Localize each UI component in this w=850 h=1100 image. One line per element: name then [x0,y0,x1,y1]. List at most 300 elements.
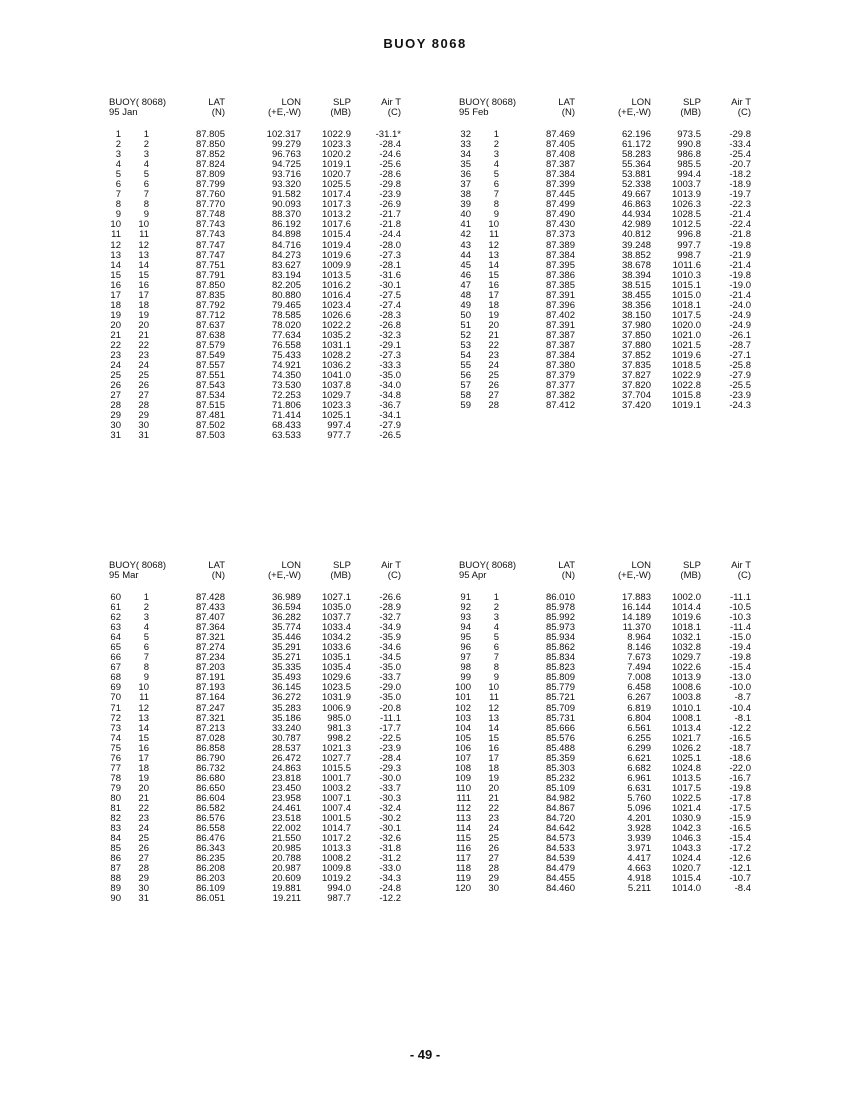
cell-record-number: 65 [110,642,121,654]
cell-lat: 85.862 [545,642,575,654]
header-lat: LAT [558,560,575,571]
cell-lat: 87.637 [195,319,225,331]
table-row [109,251,409,261]
cell-record-number: 71 [110,702,121,714]
cell-day: 9 [493,209,499,221]
cell-day: 22 [138,339,149,351]
cell-lon: 6.804 [627,712,651,724]
table-row [455,823,759,835]
cell-record-number: 40 [460,209,471,221]
table-row [109,381,409,391]
cell-slp: 1013.9 [671,189,701,201]
cell-record-number: 29 [110,410,121,422]
cell-record-number: 119 [455,873,471,885]
cell-air-temp: -32.6 [379,833,401,845]
cell-slp: 1031.1 [321,339,351,351]
cell-air-temp: -18.7 [729,742,751,754]
cell-air-temp: -27.1 [729,350,751,362]
cell-slp: 1008.2 [321,853,351,865]
cell-record-number: 100 [455,682,471,694]
cell-lat: 87.399 [545,179,575,191]
cell-lon: 4.417 [627,853,651,865]
cell-slp: 1022.8 [671,380,701,392]
cell-day: 30 [138,420,149,432]
cell-slp: 1012.5 [671,219,701,231]
cell-day: 12 [488,702,499,714]
cell-lat: 85.488 [545,742,575,754]
cell-day: 10 [138,682,149,694]
cell-lon: 58.283 [621,149,651,161]
table-row [109,884,409,894]
cell-day: 4 [143,159,149,171]
cell-lat: 87.549 [195,350,225,362]
table-row [455,682,759,694]
table-row [459,241,759,251]
cell-air-temp: -31.2 [379,853,401,865]
cell-lat: 87.433 [195,602,225,614]
header-slp: SLP [333,97,351,108]
cell-air-temp: -24.3 [729,400,751,412]
cell-air-temp: -31.1* [375,129,401,140]
cell-lon: 22.002 [271,823,301,835]
cell-record-number: 105 [455,732,471,744]
cell-lon: 7.494 [627,662,651,674]
header-buoy: BUOY( 8068) [459,560,517,571]
cell-lat: 87.850 [195,139,225,151]
cell-record-number: 112 [455,802,471,814]
table-row [109,230,409,240]
table-row [109,643,409,653]
cell-slp: 1010.1 [671,702,701,714]
cell-lat: 85.834 [545,652,575,664]
cell-lat: 86.208 [195,863,225,875]
cell-lat: 87.712 [195,309,225,321]
cell-day: 16 [138,279,149,291]
cell-air-temp: -12.2 [379,893,401,905]
cell-lat: 84.720 [545,813,575,825]
cell-record-number: 80 [110,792,121,804]
cell-lon: 93.716 [271,169,301,181]
cell-slp: 1020.0 [671,319,701,331]
table-row [459,341,759,351]
header-slp-unit: (MB) [330,107,351,118]
cell-air-temp: -35.0 [379,370,401,382]
cell-lat: 86.576 [195,813,225,825]
cell-day: 7 [143,189,149,201]
cell-slp: 1001.7 [321,772,351,784]
cell-lon: 38.356 [621,299,651,311]
cell-slp: 1017.5 [671,309,701,321]
cell-lat: 86.858 [195,742,225,754]
cell-lon: 62.196 [621,129,651,140]
cell-air-temp: -35.9 [379,632,401,644]
cell-slp: 1035.4 [321,662,351,674]
cell-lat: 86.558 [195,823,225,835]
table-row [109,623,409,633]
cell-lat: 87.502 [195,420,225,432]
cell-lon: 44.934 [621,209,651,221]
table-row [455,883,759,895]
cell-lat: 84.539 [545,853,575,865]
table-mar [109,561,409,904]
cell-slp: 1013.2 [321,209,351,221]
cell-lon: 23.450 [271,782,301,794]
cell-lat: 86.051 [195,893,225,905]
cell-record-number: 37 [460,179,471,191]
cell-slp: 1010.3 [671,269,701,281]
table-row [109,291,409,301]
table-row [109,754,409,764]
cell-day: 7 [493,652,499,664]
cell-day: 16 [488,279,499,291]
cell-slp: 997.7 [677,239,701,251]
cell-lat: 86.343 [195,843,225,855]
table-body [459,130,759,411]
cell-lat: 87.743 [195,219,225,231]
table-apr [455,560,759,895]
cell-lon: 38.515 [621,279,651,291]
cell-record-number: 10 [110,219,121,231]
cell-lon: 37.880 [621,339,651,351]
cell-air-temp: -33.4 [729,139,751,151]
cell-lon: 99.279 [271,139,301,151]
cell-record-number: 2 [115,139,121,151]
header-slp-unit: (MB) [330,570,351,581]
cell-air-temp: -31.6 [379,269,401,281]
header-slp-unit: (MB) [680,570,701,581]
cell-air-temp: -21.4 [729,259,751,271]
cell-slp: 1019.6 [321,249,351,261]
cell-record-number: 75 [110,742,121,754]
cell-record-number: 76 [110,752,121,764]
cell-air-temp: -19.4 [729,642,751,654]
cell-lat: 85.809 [545,672,575,684]
cell-air-temp: -20.8 [379,702,401,714]
cell-day: 20 [488,782,499,794]
cell-lon: 38.678 [621,259,651,271]
header-lat-unit: (N) [561,107,575,118]
cell-lat: 86.680 [195,772,225,784]
cell-day: 29 [138,873,149,885]
cell-lat: 87.534 [195,390,225,402]
cell-day: 26 [488,843,499,855]
cell-lon: 37.820 [621,380,651,392]
cell-record-number: 30 [110,420,121,432]
cell-lat: 87.405 [545,139,575,151]
cell-day: 25 [488,370,499,382]
header-air-temp: Air T [381,560,401,571]
header-lat: LAT [558,97,575,108]
cell-lon: 37.827 [621,370,651,382]
cell-lon: 78.020 [271,319,301,331]
cell-lon: 53.881 [621,169,651,181]
cell-lon: 72.253 [271,390,301,402]
cell-record-number: 33 [460,139,471,151]
cell-air-temp: -28.0 [379,239,401,251]
table-row [109,633,409,643]
cell-air-temp: -34.0 [379,380,401,392]
cell-air-temp: -27.9 [379,420,401,432]
cell-record-number: 104 [455,722,471,734]
cell-lon: 84.273 [271,249,301,261]
cell-lon: 84.716 [271,239,301,251]
table-header [109,561,409,585]
table-row [455,802,759,814]
cell-day: 12 [488,239,499,251]
cell-lat: 86.203 [195,873,225,885]
cell-day: 4 [493,159,499,171]
cell-air-temp: -31.8 [379,843,401,855]
cell-record-number: 117 [455,853,471,865]
cell-day: 20 [138,782,149,794]
cell-day: 5 [493,632,499,644]
cell-lat: 87.382 [545,390,575,402]
table-row [109,653,409,663]
cell-lon: 6.631 [627,782,651,794]
table-row [459,160,759,170]
cell-air-temp: -28.6 [379,169,401,181]
cell-day: 23 [488,813,499,825]
cell-slp: 1035.0 [321,602,351,614]
table-row [109,150,409,160]
cell-day: 31 [138,893,149,905]
cell-lat: 87.193 [195,682,225,694]
cell-day: 17 [488,752,499,764]
cell-slp: 1025.1 [321,410,351,422]
cell-slp: 986.8 [677,149,701,161]
cell-lon: 35.291 [271,642,301,654]
cell-day: 19 [138,309,149,321]
cell-slp: 1041.0 [321,370,351,382]
cell-record-number: 23 [110,350,121,362]
cell-slp: 973.5 [677,129,701,140]
cell-day: 25 [138,370,149,382]
cell-lon: 17.883 [621,592,651,603]
cell-slp: 1003.2 [321,782,351,794]
cell-lon: 37.704 [621,390,651,402]
cell-record-number: 103 [455,712,471,724]
cell-slp: 1016.4 [321,289,351,301]
cell-lon: 6.621 [627,752,651,764]
table-row [109,704,409,714]
cell-slp: 1033.4 [321,622,351,634]
cell-slp: 997.4 [327,420,351,432]
header-lon-unit: (+E,-W) [618,107,651,118]
cell-day: 13 [138,249,149,261]
cell-lon: 16.144 [621,602,651,614]
cell-air-temp: -19.8 [729,269,751,281]
cell-lon: 55.364 [621,159,651,171]
cell-record-number: 57 [460,380,471,392]
cell-air-temp: -8.4 [734,883,751,895]
table-row [109,371,409,381]
cell-air-temp: -30.1 [379,279,401,291]
cell-day: 28 [488,400,499,412]
cell-slp: 1019.4 [321,239,351,251]
table-row [109,331,409,341]
cell-lon: 6.682 [627,762,651,774]
cell-day: 13 [488,249,499,261]
cell-day: 6 [493,179,499,191]
cell-day: 19 [138,772,149,784]
table-row [109,764,409,774]
cell-slp: 1026.2 [671,742,701,754]
cell-lon: 63.533 [271,430,301,442]
cell-air-temp: -16.7 [729,772,751,784]
cell-air-temp: -19.8 [729,239,751,251]
cell-lon: 73.530 [271,380,301,392]
cell-slp: 1027.7 [321,752,351,764]
cell-record-number: 53 [460,339,471,351]
cell-air-temp: -28.4 [379,752,401,764]
cell-day: 3 [493,149,499,161]
table-row [459,150,759,160]
table-row [109,784,409,794]
cell-record-number: 116 [455,843,471,855]
table-row [109,170,409,180]
cell-record-number: 118 [455,863,471,875]
cell-record-number: 8 [115,199,121,211]
cell-lat: 85.779 [545,682,575,694]
header-buoy: BUOY( 8068) [109,97,167,108]
cell-lon: 6.458 [627,682,651,694]
cell-lat: 87.428 [195,592,225,603]
table-row [109,241,409,251]
cell-record-number: 50 [460,309,471,321]
cell-lon: 6.299 [627,742,651,754]
cell-record-number: 19 [110,309,121,321]
table-row [456,792,759,804]
cell-slp: 1014.7 [321,823,351,835]
cell-record-number: 77 [110,762,121,774]
cell-lon: 21.550 [271,833,301,845]
cell-lon: 40.812 [621,229,651,241]
cell-slp: 1015.0 [671,289,701,301]
header-slp-unit: (MB) [680,107,701,118]
cell-day: 10 [488,682,499,694]
cell-day: 26 [138,380,149,392]
cell-record-number: 13 [110,249,121,261]
cell-lat: 87.213 [195,722,225,734]
cell-lat: 84.533 [545,843,575,855]
table-row [459,281,759,291]
cell-day: 14 [488,722,499,734]
cell-air-temp: -22.3 [729,199,751,211]
cell-slp: 1020.7 [321,169,351,181]
cell-lon: 75.433 [271,350,301,362]
cell-lat: 87.387 [545,159,575,171]
cell-slp: 1032.1 [671,632,701,644]
cell-air-temp: -33.7 [379,672,401,684]
cell-day: 17 [138,752,149,764]
table-row [455,873,759,885]
cell-lat: 87.274 [195,642,225,654]
cell-day: 30 [138,883,149,895]
cell-lon: 20.985 [271,843,301,855]
cell-record-number: 22 [110,339,121,351]
cell-lat: 85.731 [545,712,575,724]
cell-lat: 87.408 [545,149,575,161]
cell-air-temp: -22.5 [379,732,401,744]
table-row [109,190,409,200]
cell-slp: 1022.9 [321,129,351,140]
cell-day: 12 [138,239,149,251]
cell-day: 15 [138,732,149,744]
cell-lat: 84.867 [545,802,575,814]
cell-lat: 85.934 [545,632,575,644]
table-row [109,351,409,361]
cell-record-number: 54 [460,350,471,362]
cell-record-number: 86 [110,853,121,865]
cell-day: 18 [138,762,149,774]
cell-slp: 1013.4 [671,722,701,734]
cell-record-number: 115 [455,833,471,845]
cell-lon: 35.335 [271,662,301,674]
cell-day: 3 [143,149,149,161]
cell-day: 13 [488,712,499,724]
cell-lat: 86.732 [195,762,225,774]
cell-lon: 6.267 [627,692,651,704]
cell-day: 26 [488,380,499,392]
table-row [109,180,409,190]
table-row [455,742,759,754]
cell-lat: 85.359 [545,752,575,764]
table-row [109,693,409,703]
cell-lon: 38.852 [621,249,651,261]
cell-air-temp: -15.4 [729,833,751,845]
header-air-temp-unit: (C) [387,570,401,581]
cell-lat: 86.582 [195,802,225,814]
cell-lat: 87.445 [545,189,575,201]
cell-record-number: 38 [460,189,471,201]
cell-lon: 8.964 [627,632,651,644]
cell-air-temp: -29.8 [379,179,401,191]
cell-day: 4 [493,622,499,634]
table-row [459,593,759,603]
cell-record-number: 16 [110,279,121,291]
cell-lon: 93.320 [271,179,301,191]
cell-day: 21 [138,792,149,804]
cell-lat: 87.384 [545,350,575,362]
cell-lat: 85.992 [545,612,575,624]
cell-day: 24 [488,823,499,835]
cell-lat: 87.191 [195,672,225,684]
cell-lat: 87.387 [545,329,575,341]
cell-lon: 8.146 [627,642,651,654]
cell-lon: 42.989 [621,219,651,231]
cell-air-temp: -17.2 [729,843,751,855]
cell-lon: 5.096 [627,802,651,814]
cell-air-temp: -24.0 [729,299,751,311]
table-row [459,140,759,150]
cell-lat: 85.666 [545,722,575,734]
cell-record-number: 82 [110,813,121,825]
cell-lon: 90.093 [271,199,301,211]
table-header [459,98,759,122]
cell-slp: 994.0 [327,883,351,895]
cell-record-number: 63 [110,622,121,634]
header-air-temp: Air T [731,560,751,571]
cell-air-temp: -21.8 [379,219,401,231]
cell-air-temp: -11.1 [380,712,401,724]
cell-record-number: 6 [115,179,121,191]
cell-record-number: 35 [460,159,471,171]
cell-air-temp: -11.4 [730,622,751,634]
cell-air-temp: -16.5 [729,732,751,744]
cell-lat: 85.823 [545,662,575,674]
cell-day: 7 [143,652,149,664]
cell-air-temp: -32.4 [379,802,401,814]
